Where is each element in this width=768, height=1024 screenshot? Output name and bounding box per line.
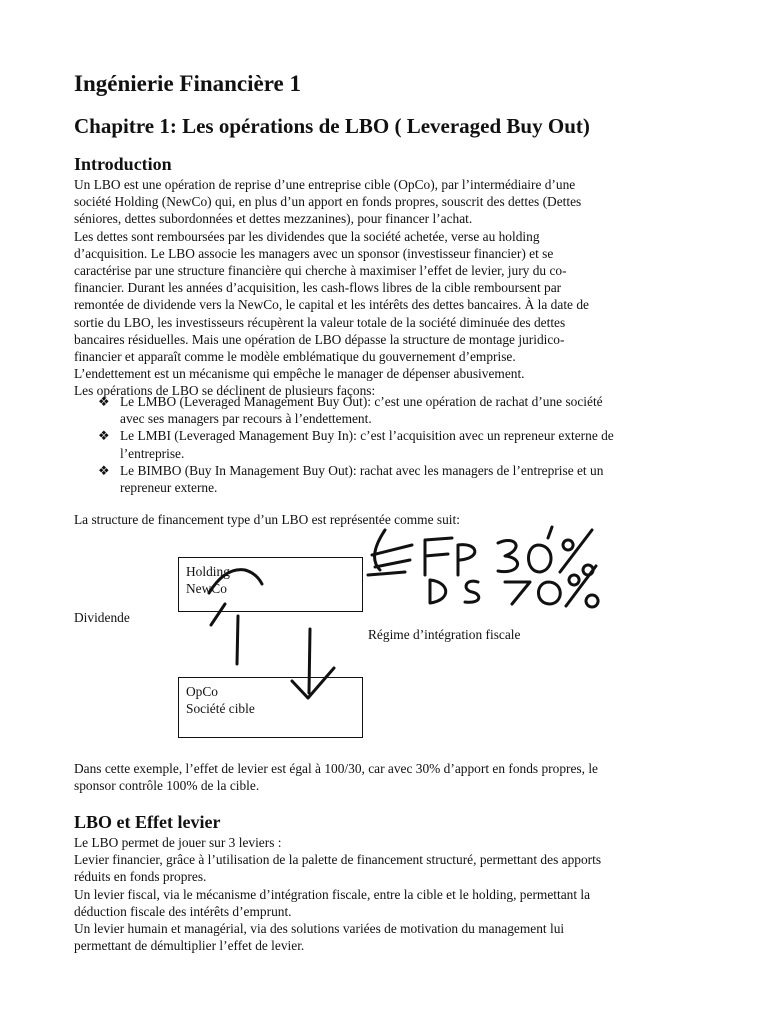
text-line: remontée de dividende vers la NewCo, le capital et les intérêts des dettes bancaires. À la date de — [74, 297, 589, 313]
text-line: sortie du LBO, les investisseurs récupèrent la valeur totale de la société diminuée des dettes — [74, 314, 566, 330]
text-line: séniores, dettes subordonnées et dettes mezzanines), pour financer l’achat. — [74, 211, 473, 227]
text-line: sponsor contrôle 100% de la cible. — [74, 778, 260, 794]
text-line: société Holding (NewCo) qui, en plus d’un apport en fonds propres, souscrit des dettes (Dettes — [74, 194, 582, 210]
text-line: caractérise par une structure financière qui cherche à maximiser l’effet de levier, jury du co- — [74, 262, 567, 278]
text-line: Les opérations de LBO se déclinent de plusieurs façons: — [74, 383, 376, 399]
holding-label: Holding — [186, 564, 230, 579]
societe-cible-label: Société cible — [186, 701, 255, 716]
intro-heading: Introduction — [74, 154, 172, 174]
levier-heading: LBO et Effet levier — [74, 812, 221, 832]
text-line: Le LMBO (Leveraged Management Buy Out): c’est une opération de rachat d’une société — [120, 394, 603, 409]
document-title: Ingénierie Financière 1 — [74, 71, 301, 96]
text-line: Un levier fiscal, via le mécanisme d’intégration fiscale, entre la cible et le holding, permettant la — [74, 886, 591, 902]
digit-0b — [538, 582, 560, 604]
text-line: l’entreprise. — [120, 445, 185, 461]
text-line: financier. Durant les années d’acquisition, les cash-flows libres de la cible remboursent par — [74, 280, 562, 296]
diamond-bullet-icon: ❖ — [98, 394, 110, 409]
dividende-label: Dividende — [74, 610, 130, 625]
text-line: L’endettement est un mécanisme qui empêche le manager de dépenser abusivement. — [74, 366, 525, 382]
text-line: Le LMBI (Leveraged Management Buy In): c’est l’acquisition avec un repreneur externe de — [120, 428, 614, 444]
text-line: Un LBO est une opération de reprise d’une entreprise cible (OpCo), par l’intermédiaire d’une — [74, 177, 576, 192]
list-item — [98, 427, 718, 461]
text-line: Levier financier, grâce à l’utilisation de la palette de financement structuré, permettant des apports — [74, 852, 602, 868]
example-paragraph — [74, 760, 714, 794]
percent-sign-1 — [560, 530, 593, 575]
chapter-title: Chapitre 1: Les opérations de LBO ( Leveraged Buy Out) — [74, 114, 590, 138]
text-line: bancaires résiduelles. Mais une opération de LBO dépasse la structure de montage juridico- — [74, 331, 565, 347]
tick-mark — [548, 527, 552, 538]
lbo-types-list — [98, 393, 718, 496]
regime-label: Régime d’intégration fiscale — [368, 627, 521, 642]
text-line: Le LBO permet de jouer sur 3 leviers : — [74, 835, 282, 850]
diamond-bullet-icon: ❖ — [98, 428, 110, 444]
list-item — [98, 462, 718, 496]
intro-paragraph — [74, 176, 714, 399]
opco-box — [178, 677, 363, 738]
text-line: financier et apparaît comme le modèle emblématique du gouvernement d’emprise. — [74, 348, 516, 364]
letter-F — [425, 538, 452, 575]
percent-sign-2 — [566, 566, 598, 607]
list-item — [98, 393, 718, 427]
digit-0 — [528, 545, 551, 572]
levier-paragraph — [74, 834, 714, 954]
text-line: permettant de démultiplier l’effet de levier. — [74, 938, 305, 954]
text-line: Le BIMBO (Buy In Management Buy Out): rachat avec les managers de l’entreprise et un — [120, 462, 604, 478]
text-line: réduits en fonds propres. — [74, 869, 207, 885]
letter-P — [458, 545, 475, 575]
letter-D — [430, 580, 446, 603]
text-line: repreneur externe. — [120, 479, 218, 495]
holding-box — [178, 557, 363, 612]
structure-intro: La structure de financement type d’un LBO est représentée comme suit: — [74, 512, 460, 527]
digit-3 — [498, 540, 518, 571]
opco-label: OpCo — [186, 684, 218, 699]
diamond-bullet-icon: ❖ — [98, 462, 110, 478]
newco-label: NewCo — [186, 581, 227, 596]
vertical-line-left — [237, 616, 238, 664]
letter-S — [465, 581, 479, 602]
text-line: d’acquisition. Le LBO associe les managers avec un sponsor (investisseur financier) et se — [74, 245, 554, 261]
scribble-arrow — [368, 530, 412, 575]
text-line: avec ses managers par recours à l’endettement. — [120, 411, 372, 427]
text-line: Dans cette exemple, l’effet de levier est égal à 100/30, car avec 30% d’apport en fonds propres, le — [74, 761, 598, 776]
text-line: déduction fiscale des intérêts d’emprunt. — [74, 903, 292, 919]
text-line: Les dettes sont remboursées par les dividendes que la société achetée, verse au holding — [74, 228, 540, 244]
digit-7 — [505, 582, 530, 604]
text-line: Un levier humain et managérial, via des solutions variées de motivation du management lui — [74, 920, 565, 936]
